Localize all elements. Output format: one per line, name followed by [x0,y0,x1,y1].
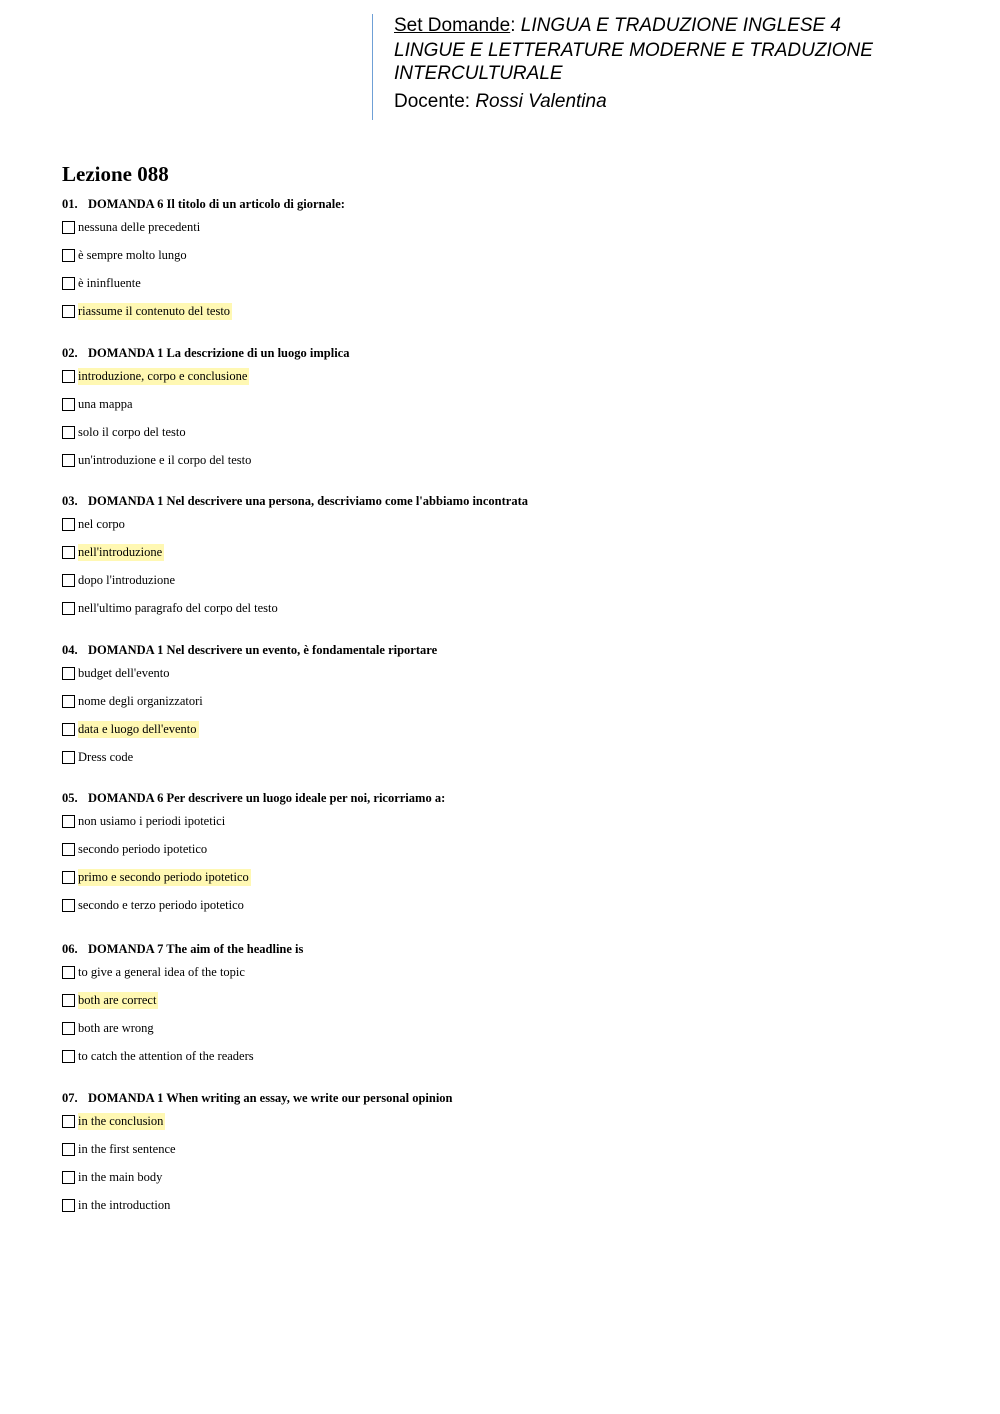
answer-option[interactable] [62,863,942,891]
answer-option[interactable] [62,446,942,474]
course-name: LINGUE E LETTERATURE MODERNE E TRADUZIONE INTERCULTURALE [394,40,873,84]
checkbox[interactable] [62,1115,75,1128]
checkbox[interactable] [62,602,75,615]
answer-option[interactable] [62,362,942,390]
teacher-label: Docente: [394,91,471,112]
answer-option[interactable] [62,715,942,743]
set-label: Set Domande [394,15,511,36]
question [62,344,942,474]
checkbox[interactable] [62,1199,75,1212]
set-line [394,14,914,37]
answer-option[interactable] [62,807,942,835]
question-number: 06. [62,942,78,956]
question-number: 02. [62,346,78,360]
checkbox[interactable] [62,221,75,234]
checkbox[interactable] [62,994,75,1007]
question-number: 07. [62,1091,78,1105]
question-number: 04. [62,643,78,657]
checkbox[interactable] [62,249,75,262]
option-label: nessuna delle precedenti [78,219,201,234]
question [62,1089,942,1219]
option-label: to give a general idea of the topic [78,964,245,979]
question-text [62,789,942,807]
question-text [62,195,942,213]
option-label: solo il corpo del testo [78,424,186,439]
checkbox[interactable] [62,1050,75,1063]
option-label: è sempre molto lungo [78,247,187,262]
option-label: both are correct [78,992,157,1007]
option-label: nome degli organizzatori [78,693,203,708]
answer-option[interactable] [62,297,942,325]
answer-option[interactable] [62,538,942,566]
answer-option[interactable] [62,687,942,715]
option-label: data e luogo dell'evento [78,721,197,736]
question [62,492,942,622]
question-text [62,641,942,659]
question [62,940,942,1070]
option-label: dopo l'introduzione [78,572,176,587]
answer-option[interactable] [62,241,942,269]
question-label: DOMANDA 1 When writing an essay, we write our personal opinion [88,1091,453,1105]
lesson-title: Lezione 088 [62,162,169,186]
checkbox[interactable] [62,723,75,736]
question-label: DOMANDA 6 Per descrivere un luogo ideale per noi, ricorriamo a: [88,791,446,805]
checkbox[interactable] [62,305,75,318]
option-label: in the conclusion [78,1113,164,1128]
option-label: in the main body [78,1169,163,1184]
answer-option[interactable] [62,1135,942,1163]
checkbox[interactable] [62,1171,75,1184]
option-label: in the first sentence [78,1141,176,1156]
checkbox[interactable] [62,277,75,290]
answer-option[interactable] [62,390,942,418]
checkbox[interactable] [62,667,75,680]
answer-option[interactable] [62,958,942,986]
answer-option[interactable] [62,566,942,594]
checkbox[interactable] [62,454,75,467]
option-label: nel corpo [78,516,125,531]
question-text [62,344,942,362]
answer-option[interactable] [62,743,942,771]
question-text [62,492,942,510]
checkbox[interactable] [62,695,75,708]
question-number: 03. [62,494,78,508]
answer-option[interactable] [62,1191,942,1219]
question-text [62,940,942,958]
checkbox[interactable] [62,1022,75,1035]
option-label: un'introduzione e il corpo del testo [78,452,252,467]
option-label: to catch the attention of the readers [78,1048,254,1063]
checkbox[interactable] [62,1143,75,1156]
answer-option[interactable] [62,835,942,863]
option-label: nell'ultimo paragrafo del corpo del testo [78,600,278,615]
answer-option[interactable] [62,418,942,446]
question-label: DOMANDA 1 Nel descrivere un evento, è fondamentale riportare [88,643,438,657]
answer-option[interactable] [62,213,942,241]
question-label: DOMANDA 7 The aim of the headline is [88,942,304,956]
checkbox[interactable] [62,518,75,531]
option-label: Dress code [78,749,134,764]
teacher-name: Rossi Valentina [475,91,607,112]
checkbox[interactable] [62,899,75,912]
checkbox[interactable] [62,966,75,979]
checkbox[interactable] [62,871,75,884]
set-separator: : [510,15,516,36]
option-label: secondo periodo ipotetico [78,841,208,856]
option-label: nell'introduzione [78,544,163,559]
answer-option[interactable] [62,269,942,297]
question-label: DOMANDA 6 Il titolo di un articolo di giornale: [88,197,345,211]
option-label: è ininfluente [78,275,141,290]
question-text [62,1089,942,1107]
question-number: 01. [62,197,78,211]
checkbox[interactable] [62,370,75,383]
checkbox[interactable] [62,751,75,764]
answer-option[interactable] [62,1042,942,1070]
question [62,789,942,919]
checkbox[interactable] [62,815,75,828]
answer-option[interactable] [62,510,942,538]
option-label: budget dell'evento [78,665,170,680]
answer-option[interactable] [62,1163,942,1191]
checkbox[interactable] [62,843,75,856]
question [62,641,942,771]
option-label: riassume il contenuto del testo [78,303,231,318]
option-label: introduzione, corpo e conclusione [78,368,248,383]
question-label: DOMANDA 1 La descrizione di un luogo implica [88,346,350,360]
answer-option[interactable] [62,986,942,1014]
option-label: secondo e terzo periodo ipotetico [78,897,244,912]
option-label: in the introduction [78,1197,171,1212]
answer-option[interactable] [62,1107,942,1135]
checkbox[interactable] [62,546,75,559]
option-label: primo e secondo periodo ipotetico [78,869,249,884]
option-label: non usiamo i periodi ipotetici [78,813,226,828]
document-header [372,14,933,120]
checkbox[interactable] [62,398,75,411]
answer-option[interactable] [62,659,942,687]
checkbox[interactable] [62,574,75,587]
question-number: 05. [62,791,78,805]
set-value: LINGUA E TRADUZIONE INGLESE 4 [520,15,842,36]
answer-option[interactable] [62,594,942,622]
question-label: DOMANDA 1 Nel descrivere una persona, descriviamo come l'abbiamo incontrata [88,494,528,508]
question [62,195,942,325]
answer-option[interactable] [62,1014,942,1042]
option-label: both are wrong [78,1020,154,1035]
option-label: una mappa [78,396,133,411]
answer-option[interactable] [62,891,942,919]
checkbox[interactable] [62,426,75,439]
teacher-line [394,90,914,113]
